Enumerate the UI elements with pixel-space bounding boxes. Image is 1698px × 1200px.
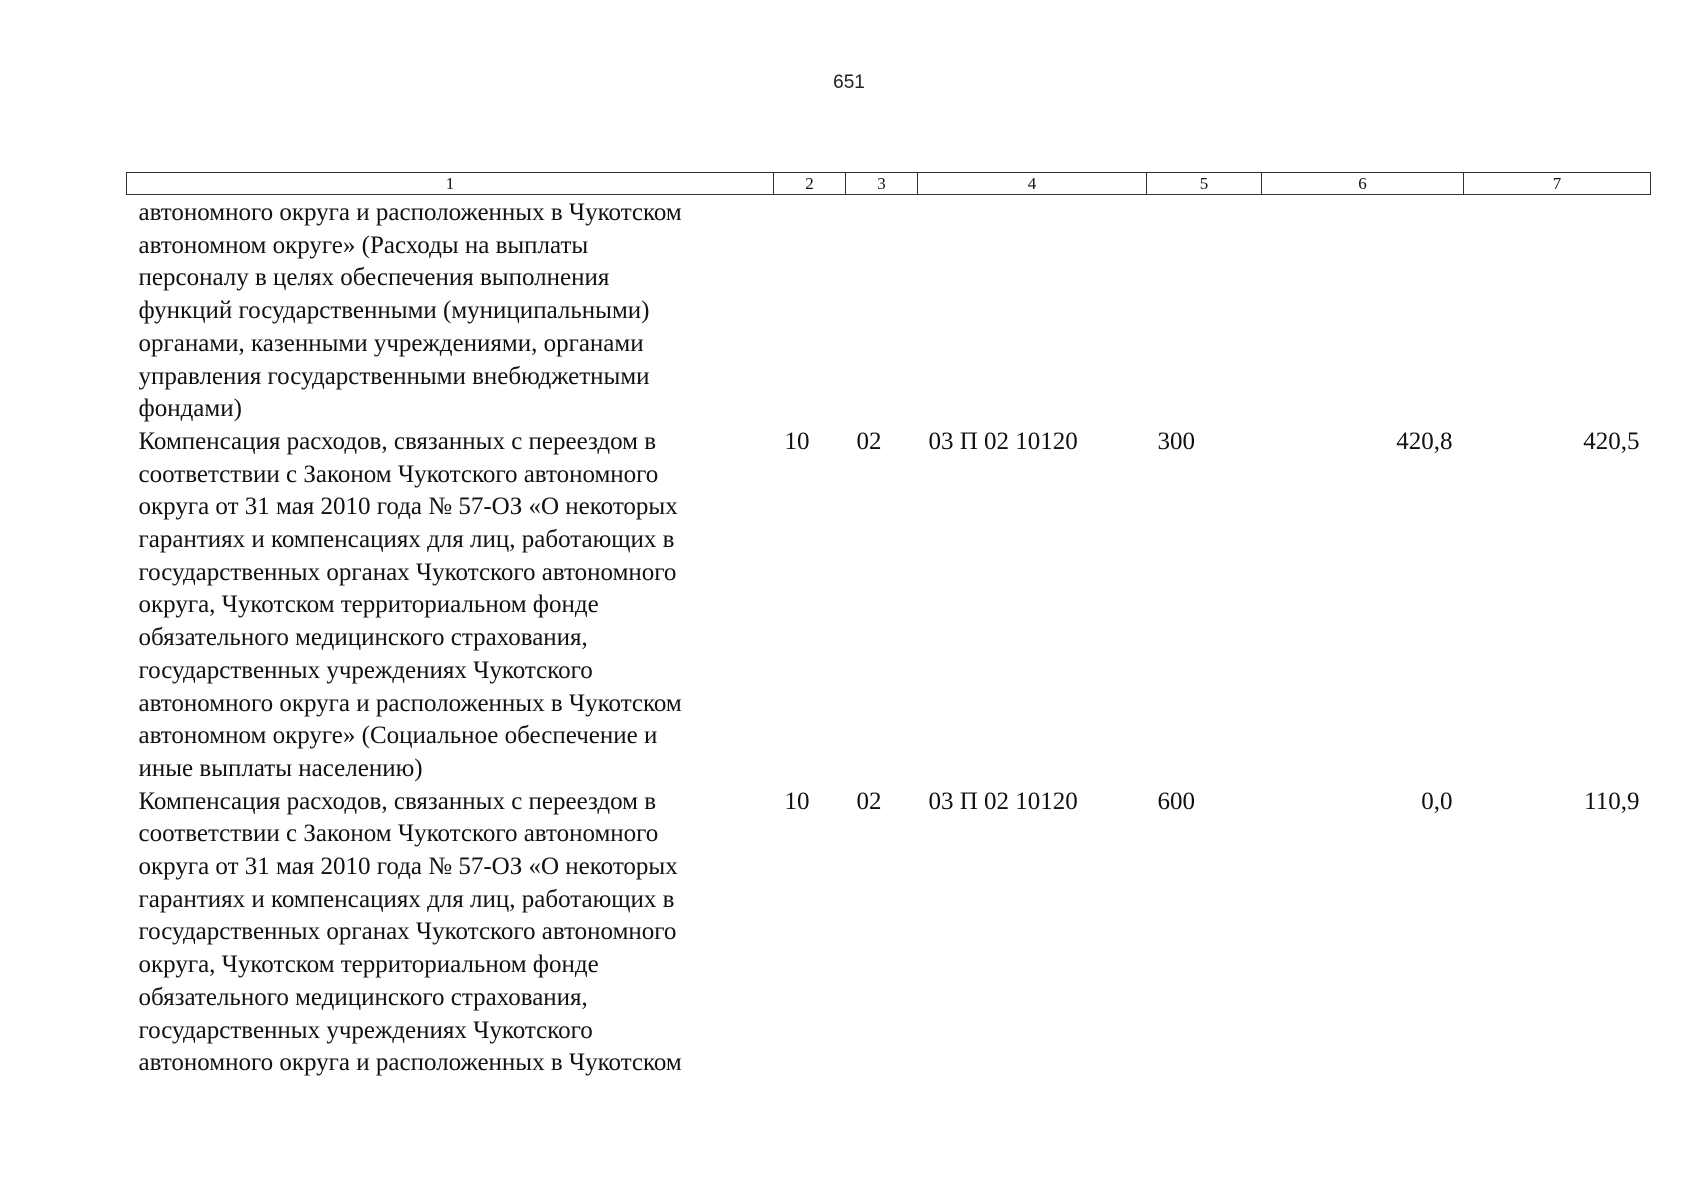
row-amount-1: [1262, 195, 1464, 426]
row-subsection: 02: [856, 787, 882, 815]
column-header-1: 1: [127, 173, 774, 195]
description-line: государственных учреждениях Чукотского: [138, 1016, 593, 1044]
row-target-code: [918, 195, 1147, 426]
table-row: [127, 426, 1651, 786]
row-target-code: 03 П 02 10120: [928, 787, 1078, 815]
row-description: [127, 195, 774, 426]
description-line: автономного округа и расположенных в Чукотском: [138, 1049, 682, 1077]
description-line: округа, Чукотском территориальном фонде: [138, 591, 599, 619]
table-row: [127, 195, 1651, 426]
description-line: гарантиях и компенсациях для лиц, работающих в: [138, 526, 675, 554]
description-line: органами, казенными учреждениями, органами: [138, 329, 644, 357]
page-number: 651: [833, 72, 865, 93]
row-subsection: 02: [856, 427, 882, 455]
description-line: фондами): [138, 395, 242, 423]
description-line: государственных органах Чукотского автономного: [138, 558, 677, 586]
description-line: государственных учреждениях Чукотского: [138, 656, 593, 684]
description-line: обязательного медицинского страхования,: [138, 983, 588, 1011]
row-description: [127, 426, 774, 786]
row-section: 10: [784, 787, 810, 815]
column-header-3: 3: [846, 173, 918, 195]
description-line: иные выплаты населению): [138, 754, 423, 782]
row-description: [127, 786, 774, 1080]
row-section: 10: [784, 427, 810, 455]
column-header-4: 4: [918, 173, 1147, 195]
row-section: [774, 195, 846, 426]
table-row: [127, 786, 1651, 1080]
description-line: функций государственными (муниципальными): [138, 297, 650, 325]
description-line: автономного округа и расположенных в Чукотском: [138, 689, 682, 717]
description-line: округа от 31 мая 2010 года № 57-ОЗ «О некоторых: [138, 493, 678, 521]
row-target-code: 03 П 02 10120: [928, 427, 1078, 455]
row-amount-1: 420,8: [1396, 427, 1453, 455]
column-number-header-row: [127, 173, 1651, 195]
row-subsection: [846, 195, 918, 426]
description-line: соответствии с Законом Чукотского автономного: [138, 820, 659, 848]
description-line: соответствии с Законом Чукотского автономного: [138, 460, 659, 488]
row-amount-2: 110,9: [1584, 787, 1640, 815]
budget-table: [126, 172, 1651, 1080]
column-header-6: 6: [1262, 173, 1464, 195]
description-line: округа, Чукотском территориальном фонде: [138, 951, 599, 979]
row-amount-2: 420,5: [1583, 427, 1640, 455]
column-header-7: 7: [1464, 173, 1651, 195]
description-line: автономном округе» (Социальное обеспечение и: [138, 722, 658, 750]
row-expense-type: [1147, 195, 1262, 426]
row-expense-type: 300: [1157, 427, 1195, 455]
description-line: Компенсация расходов, связанных с переездом в: [138, 787, 657, 815]
row-expense-type: 600: [1157, 787, 1195, 815]
description-line: персоналу в целях обеспечения выполнения: [138, 264, 610, 292]
row-amount-1: 0,0: [1421, 787, 1453, 815]
description-line: гарантиях и компенсациях для лиц, работающих в: [138, 885, 675, 913]
description-line: автономном округе» (Расходы на выплаты: [138, 231, 589, 259]
description-line: округа от 31 мая 2010 года № 57-ОЗ «О некоторых: [138, 853, 678, 881]
description-line: государственных органах Чукотского автономного: [138, 918, 677, 946]
description-line: управления государственными внебюджетными: [138, 362, 650, 390]
column-header-2: 2: [774, 173, 846, 195]
description-line: обязательного медицинского страхования,: [138, 624, 588, 652]
column-header-5: 5: [1147, 173, 1262, 195]
description-line: Компенсация расходов, связанных с переездом в: [138, 427, 657, 455]
row-amount-2: [1464, 195, 1651, 426]
description-line: автономного округа и расположенных в Чукотском: [138, 199, 682, 226]
